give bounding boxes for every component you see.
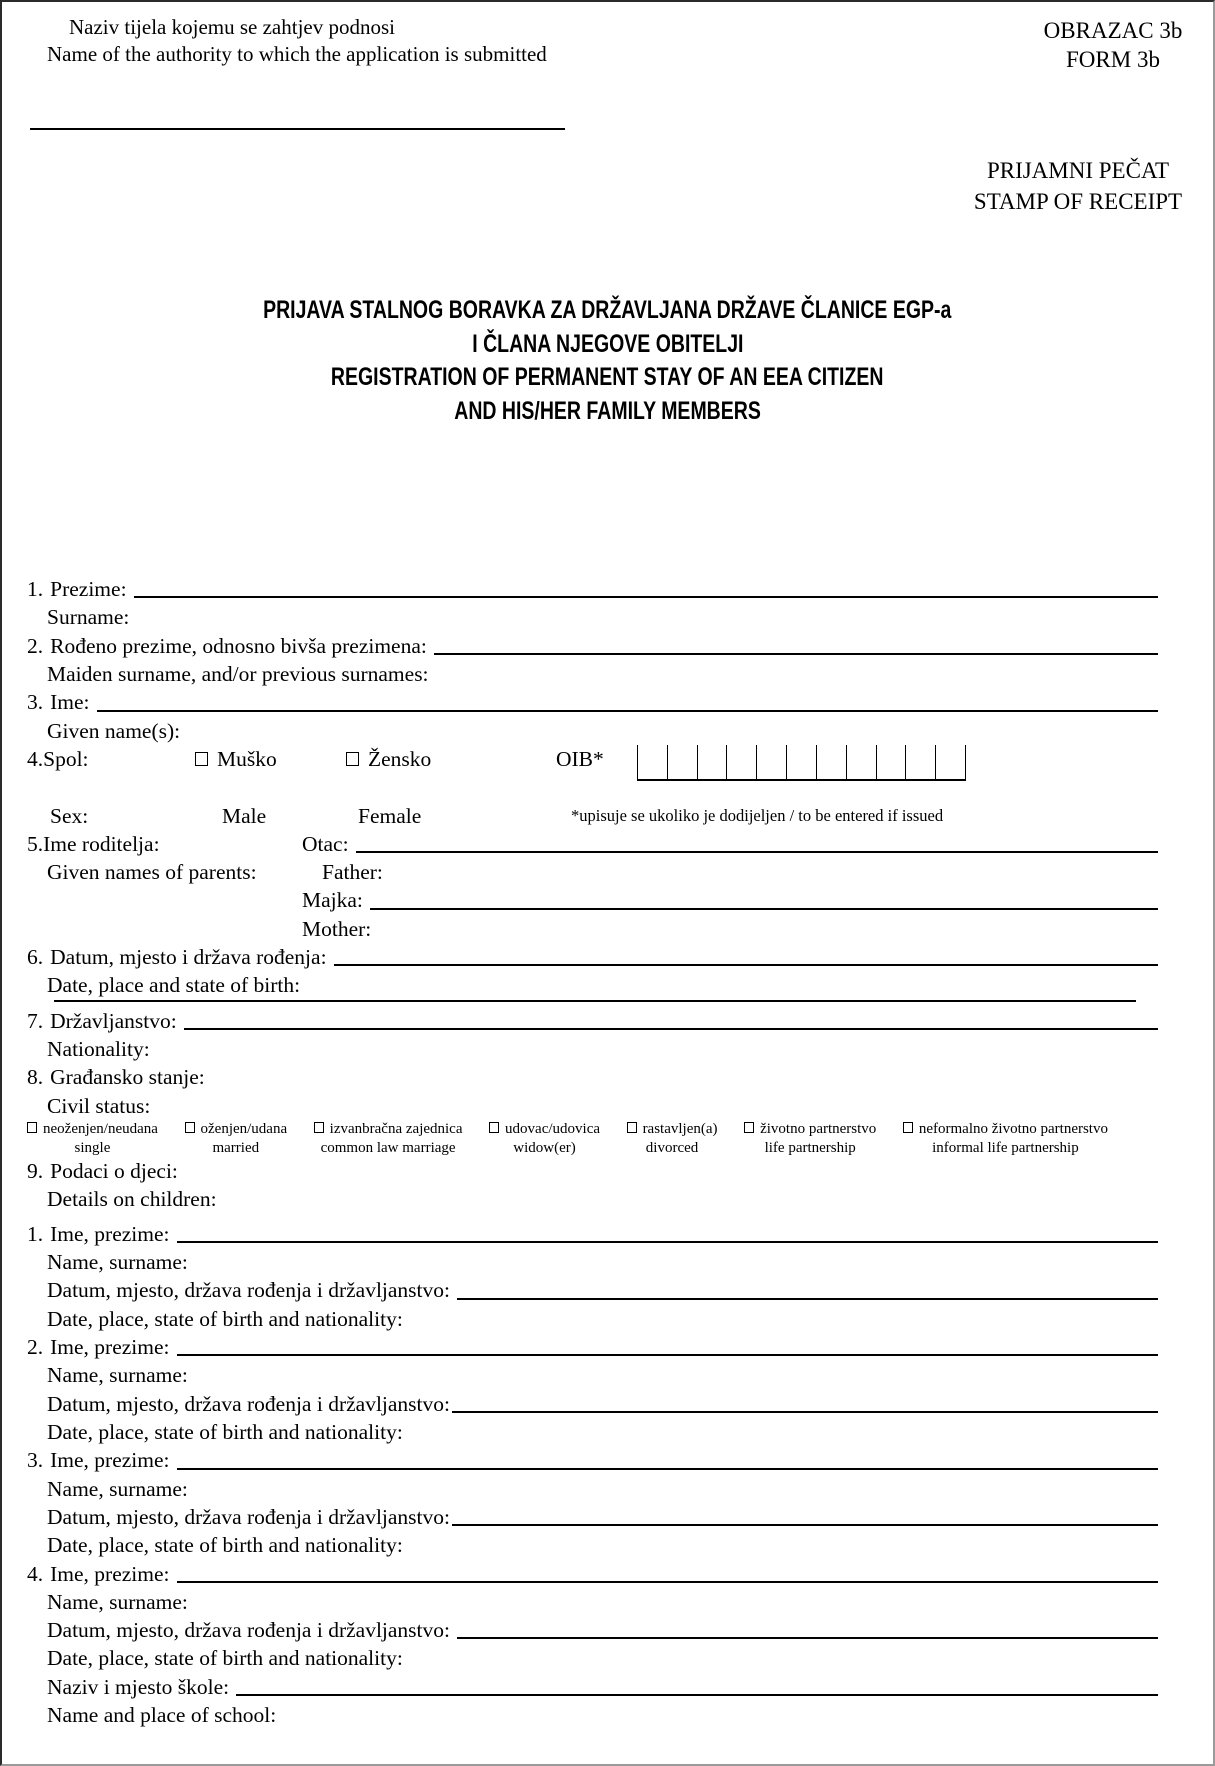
form-code [1037, 16, 1189, 74]
male-checkbox[interactable] [195, 752, 208, 766]
field-civil-status [27, 1063, 1158, 1091]
authority-label-hr: Naziv tijela kojemu se zahtjev podnosi [69, 15, 395, 39]
child-number: 1. [27, 1221, 44, 1246]
field-number: 3. [27, 690, 44, 715]
civil-status-label-en: Civil status: [47, 1093, 151, 1118]
title-line-1: PRIJAVA STALNOG BORAVKA ZA DRŽAVLJANA DRŽAVE ČLANICE EGP-a [263, 296, 952, 324]
field-birth [27, 943, 1158, 971]
field-surname [27, 575, 1158, 603]
field-number: 5. [27, 831, 44, 856]
given-names-label-hr: Ime: [50, 690, 90, 715]
civil-status-option-informal-life-partnership [903, 1120, 1108, 1157]
option-label-en: married [212, 1139, 260, 1156]
given-names-input-line[interactable] [97, 688, 1158, 711]
maiden-surname-input-line[interactable] [434, 632, 1158, 655]
birth-continuation-input-line[interactable] [54, 1000, 1136, 1002]
option-label-en: life partnership [764, 1139, 856, 1156]
title-line-2: I ČLANA NJEGOVE OBITELJI [471, 329, 744, 358]
field-sex-oib [27, 745, 1158, 802]
child-4-birth-input-line[interactable] [457, 1616, 1158, 1639]
stamp-of-receipt [957, 156, 1199, 217]
oib-cell [726, 745, 756, 779]
civil-status-checkbox-life-partnership[interactable] [744, 1122, 754, 1133]
form-body [27, 575, 1158, 1729]
oib-cell [905, 745, 935, 779]
option-label-en: widow(er) [513, 1139, 576, 1156]
mother-label-hr: Majka: [302, 888, 363, 913]
civil-status-option-married [185, 1120, 288, 1157]
child-birth-label-en: Date, place, state of birth and nationality: [47, 1306, 403, 1331]
oib-cell [816, 745, 846, 779]
civil-status-option-single [27, 1120, 158, 1157]
civil-status-label-hr: Građansko stanje: [50, 1065, 205, 1090]
maiden-surname-label-hr: Rođeno prezime, odnosno bivša prezimena: [50, 633, 427, 658]
civil-status-option-common-law [314, 1120, 463, 1157]
civil-status-checkbox-common-law[interactable] [314, 1122, 324, 1133]
authority-header [47, 14, 547, 68]
surname-label-hr: Prezime: [50, 577, 127, 601]
nationality-label-en: Nationality: [47, 1037, 150, 1061]
civil-status-checkbox-married[interactable] [185, 1122, 195, 1133]
field-maiden-surname [27, 632, 1158, 660]
stamp-label-en: STAMP OF RECEIPT [973, 188, 1183, 214]
title-line-3: REGISTRATION OF PERMANENT STAY OF AN EEA CITIZEN [331, 363, 884, 391]
option-label-hr: udovac/udovica [505, 1120, 601, 1137]
nationality-input-line[interactable] [184, 1007, 1158, 1030]
children-list [27, 1220, 1158, 1730]
surname-input-line[interactable] [134, 575, 1158, 598]
oib-cell [876, 745, 906, 779]
mother-label-en: Mother: [302, 916, 372, 941]
child-birth-label-en: Date, place, state of birth and nationality: [47, 1646, 403, 1671]
child-number: 2. [27, 1335, 44, 1359]
child-name-label-en: Name, surname: [47, 1250, 188, 1275]
given-names-label-en: Given name(s): [47, 718, 181, 743]
child-entry [27, 1220, 1158, 1248]
oib-cell [667, 745, 697, 779]
civil-status-option-widowed [489, 1120, 600, 1157]
field-nationality [27, 1007, 1158, 1035]
title-line-4: AND HIS/HER FAMILY MEMBERS [454, 396, 761, 425]
option-label-en: informal life partnership [932, 1139, 1079, 1156]
civil-status-checkbox-widowed[interactable] [489, 1122, 499, 1133]
civil-status-options [27, 1120, 1108, 1157]
child-1-birth-input-line[interactable] [457, 1276, 1158, 1299]
field-sex-english [27, 802, 1158, 830]
child-entry [27, 1560, 1158, 1588]
civil-status-option-divorced [627, 1120, 718, 1157]
form-code-en: FORM 3b [1066, 47, 1160, 72]
child-2-name-input-line[interactable] [177, 1333, 1158, 1356]
child-name-label-en: Name, surname: [47, 1363, 188, 1388]
birth-label-en: Date, place and state of birth: [47, 973, 301, 998]
nationality-label-hr: Državljanstvo: [50, 1008, 177, 1033]
child-name-label-hr: Ime, prezime: [50, 1335, 170, 1359]
child-number: 3. [27, 1448, 44, 1473]
female-label-en: Female [358, 803, 422, 828]
civil-status-checkbox-single[interactable] [27, 1122, 37, 1133]
oib-cell [637, 745, 667, 779]
school-input-line[interactable] [236, 1673, 1158, 1696]
option-label-en: common law marriage [320, 1139, 456, 1156]
father-label-en: Father: [322, 860, 383, 885]
school-label-en: Name and place of school: [47, 1703, 277, 1728]
option-label-hr: izvanbračna zajednica [329, 1120, 463, 1137]
field-number: 7. [27, 1008, 44, 1033]
form-code-hr: OBRAZAC 3b [1043, 18, 1183, 43]
authority-label-en: Name of the authority to which the application is submitted [47, 42, 547, 66]
birth-date-place-input-line[interactable] [334, 943, 1158, 966]
option-label-en: single [74, 1139, 111, 1156]
oib-cell [846, 745, 876, 779]
child-entry [27, 1333, 1158, 1361]
child-4-name-input-line[interactable] [177, 1560, 1158, 1583]
authority-input-line[interactable] [30, 104, 565, 130]
parents-label-en: Given names of parents: [47, 860, 257, 885]
oib-note: *upisuje se ukoliko je dodijeljen / to be entered if issued [571, 805, 944, 825]
female-label-hr: Žensko [368, 746, 432, 771]
child-2-birth-input-line[interactable] [452, 1390, 1158, 1413]
civil-status-option-life-partnership [744, 1120, 876, 1157]
male-label-en: Male [222, 803, 267, 828]
oib-cell [935, 745, 966, 779]
child-birth-label-en: Date, place, state of birth and nationality: [47, 1533, 403, 1558]
field-given-names [27, 688, 1158, 716]
stamp-label-hr: PRIJAMNI PEČAT [986, 158, 1170, 183]
maiden-surname-label-en: Maiden surname, and/or previous surnames: [47, 661, 429, 686]
child-birth-label-en: Date, place, state of birth and nationality: [47, 1419, 403, 1444]
child-number: 4. [27, 1561, 44, 1586]
child-birth-label-hr: Datum, mjesto, država rođenja i državljanstvo: [47, 1618, 450, 1643]
field-number: 2. [27, 633, 44, 658]
oib-input-comb[interactable] [637, 745, 966, 781]
children-label-en: Details on children: [47, 1187, 217, 1212]
field-number: 9. [27, 1159, 44, 1184]
field-number: 4. [27, 746, 44, 771]
sex-label-hr: Spol: [43, 746, 89, 771]
option-label-hr: neformalno životno partnerstvo [918, 1120, 1108, 1137]
civil-status-checkbox-informal-life-partnership[interactable] [903, 1122, 913, 1133]
school-label-hr: Naziv i mjesto škole: [47, 1674, 230, 1699]
oib-cell [786, 745, 816, 779]
child-entry [27, 1446, 1158, 1474]
field-children [27, 1157, 1158, 1185]
field-school [27, 1673, 1158, 1701]
child-name-label-hr: Ime, prezime: [50, 1448, 170, 1473]
mother-name-input-line[interactable] [370, 886, 1158, 909]
child-3-name-input-line[interactable] [177, 1446, 1158, 1469]
child-1-name-input-line[interactable] [177, 1220, 1158, 1243]
male-label-hr: Muško [217, 746, 277, 771]
children-label-hr: Podaci o djeci: [50, 1159, 178, 1184]
child-3-birth-input-line[interactable] [452, 1503, 1158, 1526]
option-label-hr: oženjen/udana [200, 1120, 288, 1137]
child-name-label-en: Name, surname: [47, 1589, 188, 1614]
child-birth-label-hr: Datum, mjesto, država rođenja i državljanstvo: [47, 1391, 450, 1416]
child-birth-label-hr: Datum, mjesto, država rođenja i državljanstvo: [47, 1504, 450, 1529]
child-name-label-hr: Ime, prezime: [50, 1561, 170, 1586]
child-birth-label-hr: Datum, mjesto, država rođenja i državljanstvo: [47, 1278, 450, 1303]
parents-label-hr: Ime roditelja: [43, 831, 160, 856]
option-label-hr: životno partnerstvo [760, 1120, 877, 1137]
child-name-label-en: Name, surname: [47, 1476, 188, 1501]
child-name-label-hr: Ime, prezime: [50, 1221, 170, 1246]
oib-cell [756, 745, 786, 779]
father-name-input-line[interactable] [356, 830, 1158, 853]
female-checkbox[interactable] [346, 752, 359, 766]
surname-label-en: Surname: [47, 605, 130, 630]
form-title [2, 294, 1213, 428]
option-label-hr: rastavljen(a) [642, 1120, 718, 1137]
oib-label: OIB* [556, 746, 604, 771]
oib-cell [697, 745, 727, 779]
civil-status-checkbox-divorced[interactable] [627, 1122, 637, 1133]
option-label-hr: neoženjen/neudana [43, 1120, 158, 1137]
field-number: 1. [27, 577, 44, 601]
father-label-hr: Otac: [302, 831, 349, 856]
birth-label-hr: Datum, mjesto i država rođenja: [50, 945, 327, 970]
field-number: 8. [27, 1065, 44, 1090]
sex-label-en: Sex: [50, 803, 89, 828]
option-label-en: divorced [645, 1139, 699, 1156]
field-number: 6. [27, 945, 44, 970]
field-parents [27, 830, 1158, 858]
